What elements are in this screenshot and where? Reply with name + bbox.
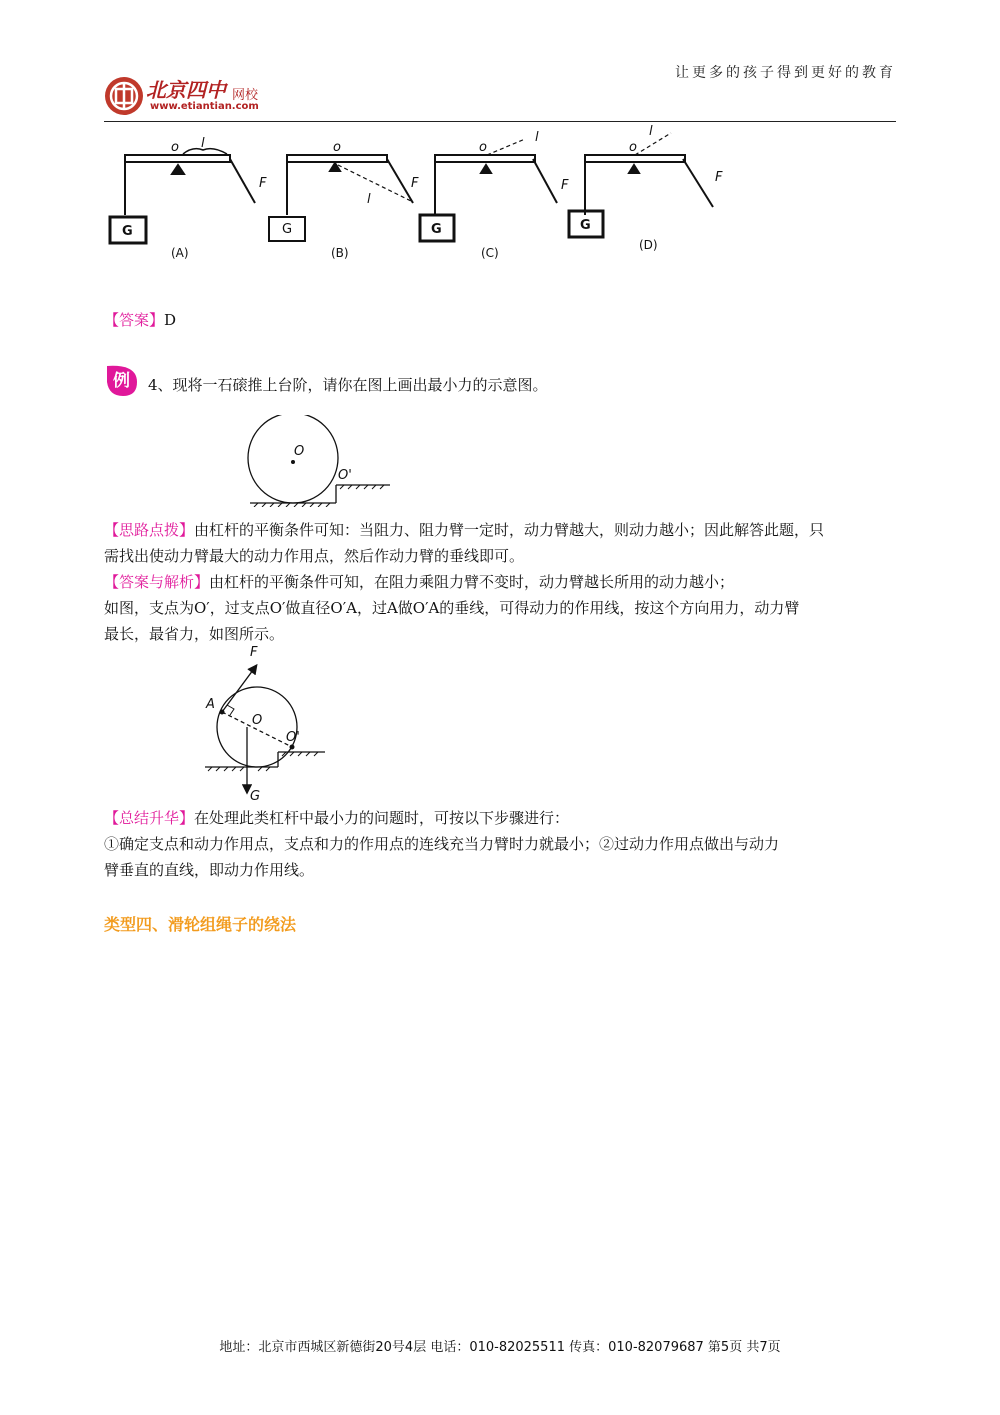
solution-force-label: F	[250, 645, 258, 660]
hint-line-1	[104, 517, 824, 543]
lever-b-weight: G	[282, 222, 293, 237]
analysis-line-3: 最长，最省力，如图所示。	[104, 625, 285, 643]
lever-c-force: F	[561, 178, 569, 193]
lever-b-force: F	[411, 176, 419, 191]
summary-tag: 【总结升华】	[104, 809, 195, 827]
lever-a-pivot: o	[171, 140, 179, 155]
summary-line-1	[104, 805, 569, 831]
lever-c-weight: G	[431, 222, 442, 237]
solution-contact-label: O'	[286, 730, 300, 745]
summary-text-1: 在处理此类杠杆中最小力的问题时，可按以下步骤进行：	[194, 809, 570, 827]
page-footer: 地址：北京市西城区新德街20号4层 电话：010-82025511 传真：010-82079687 第5页 共7页	[219, 1340, 781, 1355]
site-logo	[102, 74, 146, 118]
lever-d-label: (D)	[639, 238, 658, 252]
lever-d-pivot: o	[629, 140, 637, 155]
analysis-text-1: 由杠杆的平衡条件可知，在阻力乘阻力臂不变时，动力臂越长所用的动力越小；	[209, 573, 735, 591]
answer-1-tag: 【答案】	[104, 311, 165, 329]
summary-line-3: 臂垂直的直线，即动力作用线。	[104, 861, 315, 879]
solution-weight-label: G	[250, 789, 261, 802]
lever-a-weight: G	[122, 224, 133, 239]
analysis-line-1	[104, 569, 734, 595]
roller-contact-label: O'	[338, 468, 352, 483]
solution-point-a-label: A	[206, 697, 215, 712]
roller-figure	[240, 415, 400, 507]
answer-1-value: D	[164, 311, 177, 329]
logo-chinese-name: 北京四中	[146, 78, 226, 102]
hint-line-2: 需找出使动力臂最大的动力作用点，然后作动力臂的垂线即可。	[104, 547, 525, 565]
lever-d-arm: l	[649, 125, 653, 139]
roller-center-label: O	[294, 444, 305, 459]
solution-figure	[200, 640, 340, 802]
answer-1	[104, 307, 176, 333]
example-badge-text: 例	[113, 371, 130, 391]
hint-text-1: 由杠杆的平衡条件可知：当阻力、阻力臂一定时，动力臂越大，则动力越小；因此解答此题，只	[194, 521, 825, 539]
lever-c-pivot: o	[479, 140, 487, 155]
logo-url: www.etiantian.com	[150, 101, 259, 112]
lever-b-arm: l	[367, 192, 371, 207]
lever-b-label: (B)	[331, 246, 349, 260]
example-badge	[103, 362, 141, 400]
summary-line-2: ①确定支点和动力作用点，支点和力的作用点的连线充当力臂时力就最小；②过动力作用点做出与动力	[104, 835, 780, 853]
hint-tag: 【思路点拨】	[104, 521, 195, 539]
example-question: 4、现将一石磙推上台阶，请你在图上画出最小力的示意图。	[148, 376, 548, 394]
solution-center-label: O	[252, 713, 263, 728]
lever-a-force: F	[259, 176, 267, 191]
header-rule	[104, 121, 896, 122]
lever-options-figure	[105, 125, 745, 265]
analysis-line-2: 如图，支点为O′，过支点O′做直径O′A，过A做O′A的垂线，可得动力的作用线，按这个方向用力，动力臂	[104, 599, 800, 617]
analysis-tag: 【答案与解析】	[104, 573, 210, 591]
lever-c-arm: l	[535, 130, 539, 145]
lever-d-weight: G	[580, 218, 591, 233]
lever-a-arm: l	[201, 136, 205, 151]
lever-b-pivot: o	[333, 140, 341, 155]
logo-wangxiao: 网校	[232, 88, 259, 103]
lever-a-label: (A)	[171, 246, 189, 260]
lever-c-label: (C)	[481, 246, 499, 260]
header-slogan: 让更多的孩子得到更好的教育	[675, 65, 896, 81]
section-heading: 类型四、滑轮组绳子的绕法	[104, 915, 297, 934]
lever-d-force: F	[715, 170, 723, 185]
